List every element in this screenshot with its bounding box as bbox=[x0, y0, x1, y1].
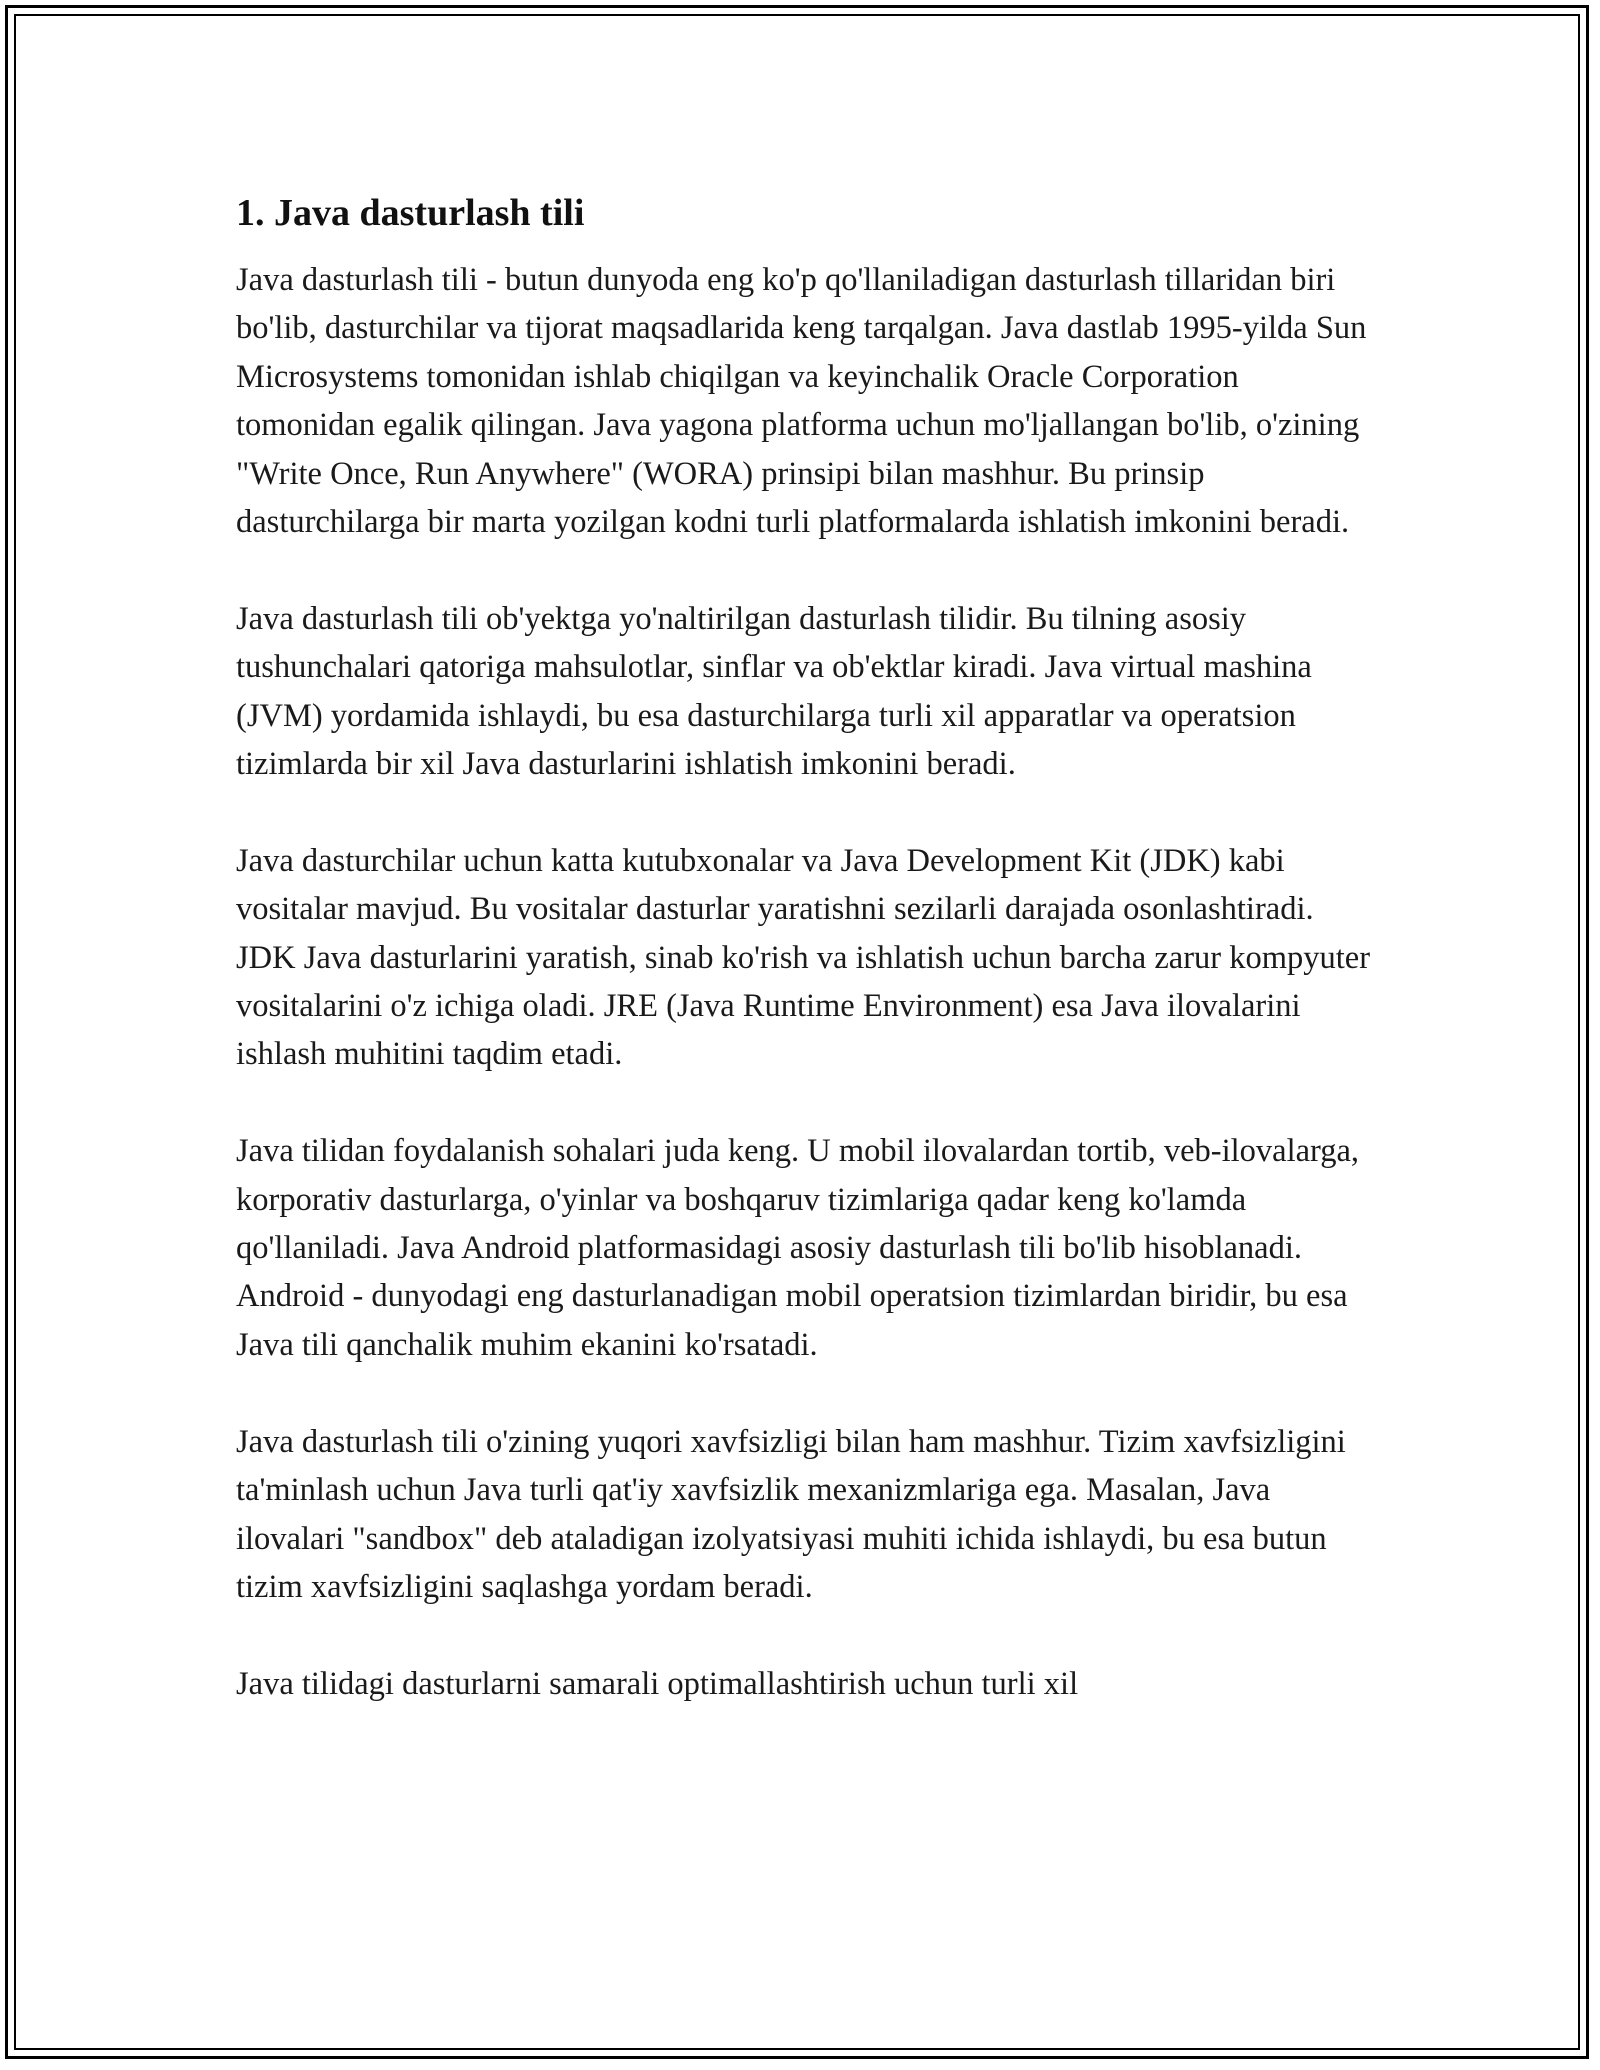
paragraph-intro: Java dasturlash tili - butun dunyoda eng ko'p qo'llaniladigan dasturlash tillaridan biri bo'lib, dasturchilar va tijorat maqsadlarida keng tarqalgan. Java dastlab 1995-yilda Sun Microsystems tomonidan ishlab chiqilgan va keyinchalik Oracle Corporation tomonidan egalik qilingan. Java yagona platforma uchun mo'ljallangan bo'lib, o'zining "Write Once, Run Anywhere" (WORA) prinsipi bilan mashhur. Bu prinsip dasturchilarga bir marta yozilgan kodni turli platformalarda ishlatish imkonini beradi. bbox=[236, 262, 1367, 541]
paragraph-usage: Java tilidan foydalanish sohalari juda keng. U mobil ilovalardan tortib, veb-ilovalarga, korporativ dasturlarga, o'yinlar va boshqaruv tizimlariga qadar keng ko'lamda qo'llaniladi. Java Android platformasidagi asosiy dasturlash tili bo'lib hisoblanadi. Android - dunyodagi eng dasturlanadigan mobil operatsion tizimlardan biridir, bu esa Java tili qanchalik muhim ekanini ko'rsatadi. bbox=[236, 1133, 1360, 1363]
paragraph-optimization: Java tilidagi dasturlarni samarali optimallashtirish uchun turli xil bbox=[236, 1665, 1079, 1702]
document-body bbox=[236, 182, 1376, 1757]
section-heading: 1. Java dasturlash tili bbox=[236, 192, 585, 234]
paragraph-oop: Java dasturlash tili ob'yektga yo'naltirilgan dasturlash tilidir. Bu tilning asosiy tushunchalari qatoriga mahsulotlar, sinflar va ob'ektlar kiradi. Java virtual mashina (JVM) yordamida ishlaydi, bu esa dasturchilarga turli xil apparatlar va operatsion tizimlarda bir xil Java dasturlarini ishlatish imkonini beradi. bbox=[236, 600, 1312, 783]
paragraph-security: Java dasturlash tili o'zining yuqori xavfsizligi bilan ham mashhur. Tizim xavfsizligini ta'minlash uchun Java turli qat'iy xavfsizlik mexanizmlariga ega. Masalan, Java ilovalari "sandbox" deb ataladigan izolyatsiyasi muhiti ichida ishlaydi, bu esa butun tizim xavfsizligini saqlashga yordam beradi. bbox=[236, 1423, 1346, 1605]
paragraph-jdk: Java dasturchilar uchun katta kutubxonalar va Java Development Kit (JDK) kabi vositalar mavjud. Bu vositalar dasturlar yaratishni sezilarli darajada osonlashtiradi. JDK Java dasturlarini yaratish, sinab ko'rish va ishlatish uchun barcha zarur kompyuter vositalarini o'z ichiga oladi. JRE (Java Runtime Environment) esa Java ilovalarini ishlash muhitini taqdim etadi. bbox=[236, 842, 1371, 1073]
